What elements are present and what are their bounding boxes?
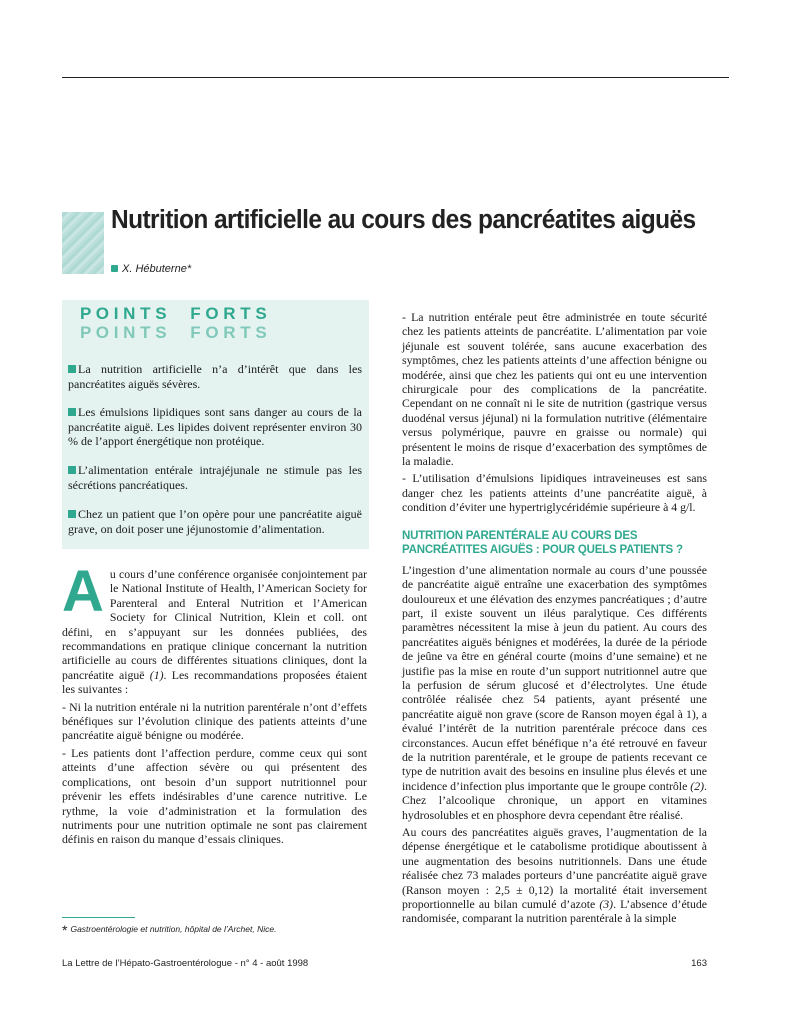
section-heading: NUTRITION PARENTÉRALE AU COURS DES PANCRÉATITES AIGUËS : POUR QUELS PATIENTS ? [402,529,683,556]
footnote [62,922,276,938]
left-column [62,559,367,850]
paragraph: - La nutrition entérale peut être administrée en toute sécurité chez les patients atteints de pancréatite. L’alimentation par voie jéjunale est souvent tolérée, sans aucune exacerbation des symptômes, chez les patients atteints d’une affection bénigne ou modérée, ainsi que chez les patients qui ont eu une intervention chirurgicale pour des complications de la pancréatite. Cependant on ne connaît ni le site de nutrition (gastrique versus duodénal versus jéjunal) ni la formulation nutritive (élémentaire versus polymérique, pauvre en graisse ou normale) qui présentent le moins de risque d’exacerbation des symptômes de la maladie. [402,310,707,469]
bullet-icon [68,365,76,373]
drop-cap: A [62,559,104,624]
right-column [402,310,707,929]
paragraph: - L’utilisation d’émulsions lipidiques intraveineuses est sans danger chez les patients atteints d’une pancréatite aiguë, à condition d’éviter une hypertriglycéridémie supérieure à 4 g/l. [402,471,707,515]
paragraph: L’ingestion d’une alimentation normale au cours d’une poussée de pancréatite aiguë entraîne une exacerbation des symptômes douloureux et une élévation des enzymes pancréatiques ; d’autre part, il existe souvent un iléus paralytique. Ces différents paramètres nécessitent la mise à jeun du patient. Au cours des pancréatites aiguës bénignes et modérées, la durée de la période de jeûne va être en général courte (moins d’une semaine) et ne justifie pas la mise en route d’un support nutritionnel autre que la perfusion de sérum glucosé et d’électrolytes. Une étude contrôlée réalisée chez 54 patients, ayant présenté une pancréatite aiguë non grave (score de Ranson moyen égal à 1), a évalué l’intérêt de la nutrition parentérale précoce dans ces circonstances. Aucun effet bénéfique n’a été retrouvé en faveur de la nutrition parentérale, et le groupe de patients recevant ce type de nutrition avait des besoins en insuline plus élevés et une incidence d’infection plus importante que le groupe contrôle (2). Chez l’alcoolique chronique, un apport en vitamines hydrosolubles et en phosphore devra cependant être réalisé. [402,562,707,822]
intro-paragraph: Au cours d’une conférence organisée conjointement par le National Institute of Health, l’American Society for Parenteral and Enteral Nutrition et l’American Society for Clinical Nutrition, Klein et coll. ont défini, en s’appuyant sur les données publiées, des recommandations en pratique clinique concernant la nutrition artificielle au cours de différentes situations cliniques, dont la pancréatite aiguë (1). Les recommandations proposées étaient les suivantes : [62,559,367,697]
author-line [111,263,191,275]
paragraph: Au cours des pancréatites aiguës graves, l’augmentation de la dépense énergétique et le catabolisme protidique aboutissent à une augmentation des besoins nutritionnels. Dans une étude réalisée chez 73 malades porteurs d’une pancréatite aiguë grave (Ranson moyen : 2,5 ± 0,12) la mortalité était inversement proportionnelle au bilan cumulé d’azote (3). L’absence d’étude randomisée, comparant la nutrition parentérale à la simple [402,825,707,926]
bullet-icon [68,408,76,416]
page-number: 163 [691,958,707,969]
points-forts-title: P O I N T S F O R T S [80,304,267,323]
paragraph: - Les patients dont l’affection perdure, comme ceux qui sont atteints d’une affection sévère ou qui présentent des complications, ont besoin d’un support nutritionnel pour prévenir les effets indésirables d’une carence nutritive. Le rythme, la voie d’administration et la formulation des nutriments pour une nutrition optimale ne sont pas clairement définis en raison du manque d’essais cliniques. [62,745,367,847]
points-forts-item: La nutrition artificielle n’a d’intérêt que dans les pancréatites aiguës sévères. [68,362,362,391]
points-forts-item: Chez un patient que l’on opère pour une pancréatite aiguë grave, on doit poser une jéjunostomie d’alimentation. [68,507,362,536]
author-name: X. Hébuterne* [122,263,192,275]
reference: (2) [690,778,705,793]
bullet-icon [68,510,76,518]
title-decoration [62,212,104,274]
footnote-text: Gastroentérologie et nutrition, hôpital de l’Archet, Nice. [70,924,277,934]
points-forts-title-shadow: P O I N T S F O R T S [80,323,267,342]
footnote-star: * [62,922,68,938]
article-title: Nutrition artificielle au cours des pancréatites aiguës [111,206,696,234]
journal-footer: La Lettre de l’Hépato-Gastroentérologue - n° 4 - août 1998 [62,958,309,969]
points-forts-item: L’alimentation entérale intrajéjunale ne stimule pas les sécrétions pancréatiques. [68,463,362,492]
points-forts-item: Les émulsions lipidiques sont sans danger au cours de la pancréatite aiguë. Les lipides doivent représenter environ 30 % de l’apport énergétique non protéique. [68,405,362,448]
bullet-icon [68,466,76,474]
bullet-icon [111,265,118,272]
top-rule [62,77,729,78]
reference: (1) [149,667,164,682]
footnote-rule [62,917,135,918]
paragraph: - Ni la nutrition entérale ni la nutrition parentérale n’ont d’effets bénéfiques sur l’évolution clinique des patients atteints d’une pancréatite aiguë bénigne ou modérée. [62,699,367,743]
reference: (3) [599,897,614,912]
